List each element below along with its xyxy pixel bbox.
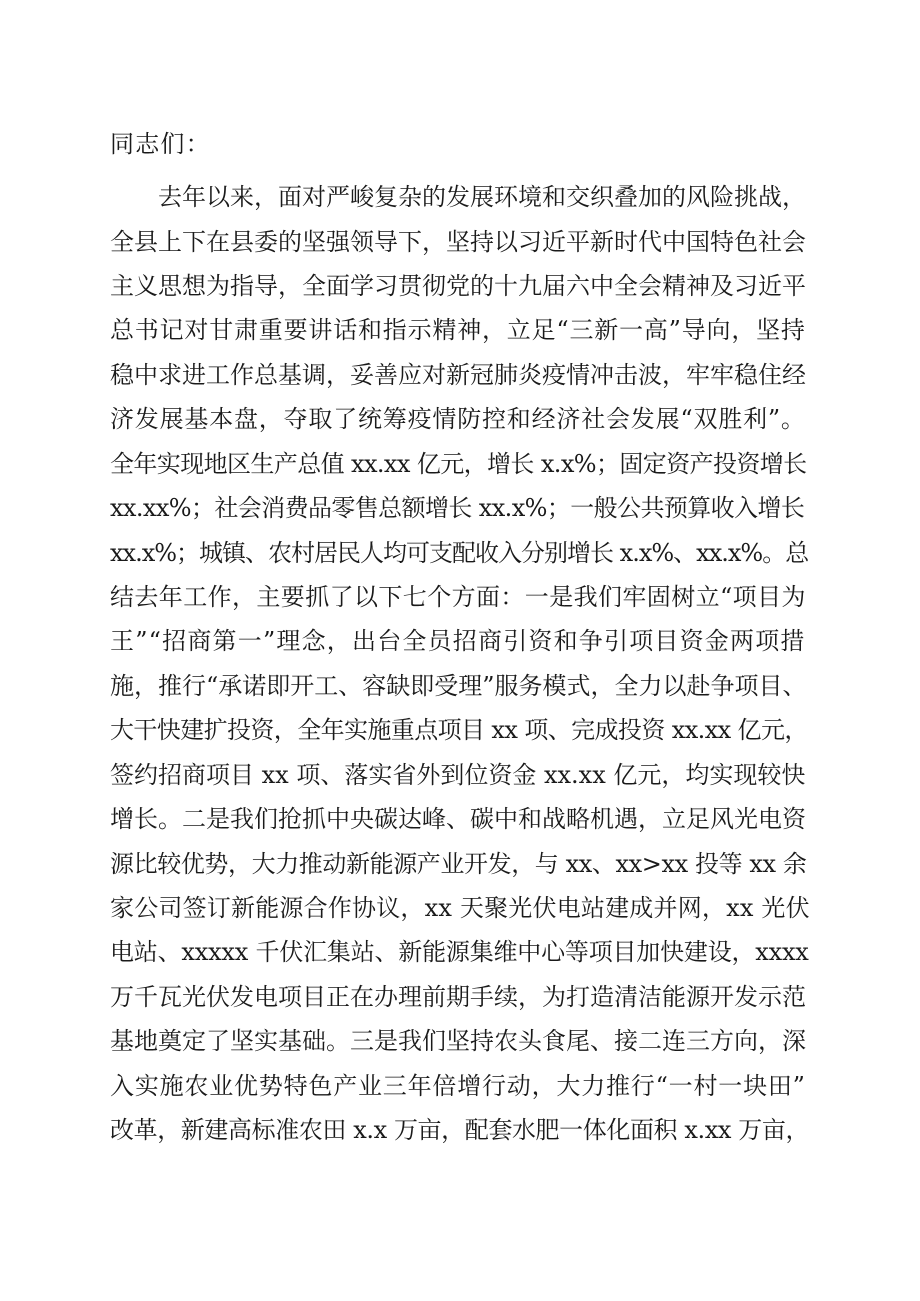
paragraph-line: 去年以来，面对严峻复杂的发展环境和交织叠加的风险挑战， xyxy=(158,183,806,211)
paragraph-line: 总书记对甘肃重要讲话和指示精神，立足“三新一高”导向，坚持 xyxy=(110,316,806,344)
paragraph-line: 基地奠定了坚实基础。三是我们坚持农头食尾、接二连三方向，深 xyxy=(110,1027,806,1055)
paragraph-line: 改革，新建高标准农田 x.x 万亩，配套水肥一体化面积 x.xx 万亩， xyxy=(110,1116,810,1144)
paragraph-line: xx.xx%；社会消费品零售总额增长 xx.x%；一般公共预算收入增长 xyxy=(110,494,805,522)
paragraph-line: 家公司签订新能源合作协议，xx 天聚光伏电站建成并网，xx 光伏 xyxy=(110,894,810,922)
paragraph-line: 稳中求进工作总基调，妥善应对新冠肺炎疫情冲击波，牢牢稳住经 xyxy=(110,361,806,389)
paragraph-line: 王”“招商第一”理念，出台全员招商引资和争引项目资金两项措 xyxy=(110,627,806,655)
paragraph-line: 主义思想为指导，全面学习贯彻党的十九届六中全会精神及习近平 xyxy=(110,272,806,300)
paragraph-line: xx.x%；城镇、农村居民人均可支配收入分别增长 x.x%、xx.x%。总 xyxy=(110,539,809,567)
paragraph-line: 增长。二是我们抢抓中央碳达峰、碳中和战略机遇，立足风光电资 xyxy=(110,805,806,833)
salutation: 同志们： xyxy=(110,130,211,158)
paragraph-line: 施，推行“承诺即开工、容缺即受理”服务模式，全力以赴争项目、 xyxy=(110,672,807,700)
paragraph-line: 全县上下在县委的坚强领导下，坚持以习近平新时代中国特色社会 xyxy=(110,228,806,256)
paragraph-line: 大干快建扩投资，全年实施重点项目 xx 项、完成投资 xx.xx 亿元， xyxy=(110,716,808,744)
paragraph-line: 济发展基本盘，夺取了统筹疫情防控和经济社会发展“双胜利”。 xyxy=(110,405,806,433)
paragraph-line: 结去年工作，主要抓了以下七个方面：一是我们牢固树立“项目为 xyxy=(110,583,806,611)
paragraph-line: 全年实现地区生产总值 xx.xx 亿元，增长 x.x%；固定资产投资增长 xyxy=(110,450,807,478)
paragraph-line: 万千瓦光伏发电项目正在办理前期手续，为打造清洁能源开发示范 xyxy=(110,983,806,1011)
paragraph-line: 源比较优势，大力推动新能源产业开发，与 xx、xx>xx 投等 xx 余 xyxy=(110,850,807,878)
paragraph-line: 签约招商项目 xx 项、落实省外到位资金 xx.xx 亿元，均实现较快 xyxy=(110,761,806,789)
paragraph-line: 入实施农业优势特色产业三年倍增行动，大力推行“一村一块田” xyxy=(110,1072,806,1100)
paragraph-line: 电站、xxxxx 千伏汇集站、新能源集维中心等项目加快建设，xxxx xyxy=(110,938,809,966)
